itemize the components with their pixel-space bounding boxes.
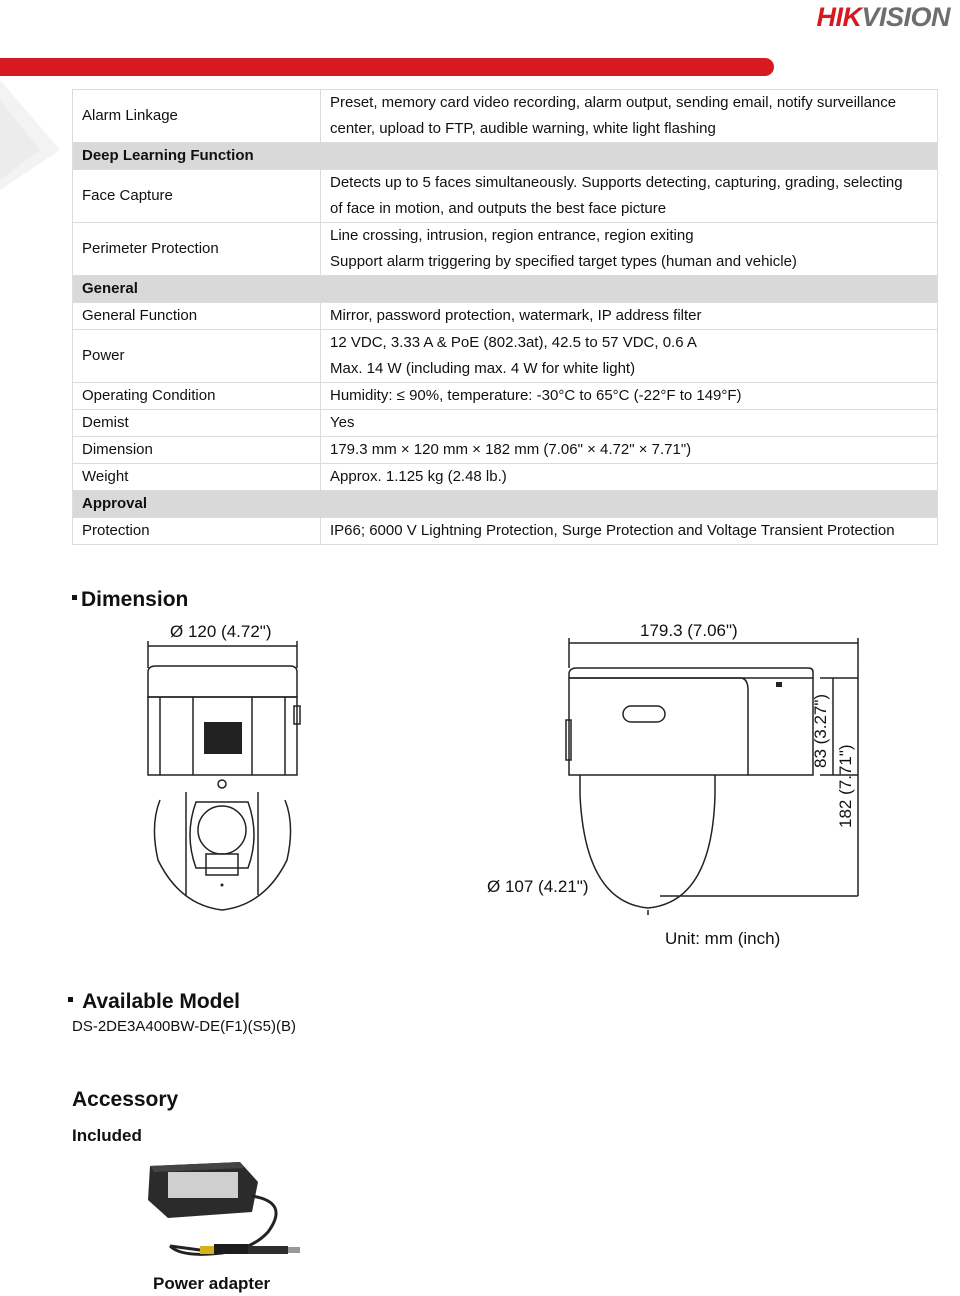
spec-value-line: Approx. 1.125 kg (2.48 lb.) — [330, 468, 507, 485]
spec-row — [73, 90, 938, 143]
spec-value-line: center, upload to FTP, audible warning, white light flashing — [330, 120, 716, 137]
spec-value — [321, 518, 938, 545]
spec-value-line: Support alarm triggering by specified target types (human and vehicle) — [330, 253, 797, 270]
side-view — [566, 638, 858, 915]
power-adapter-label: Power adapter — [153, 1274, 271, 1293]
speaker-grille-icon — [204, 722, 242, 754]
spec-value-line: IP66; 6000 V Lightning Protection, Surge Protection and Voltage Transient Protection — [330, 522, 895, 539]
spec-value — [321, 303, 938, 330]
spec-value-line: of face in motion, and outputs the best face picture — [330, 200, 667, 217]
spec-value-line: Yes — [330, 414, 355, 431]
section-header-row — [73, 491, 938, 518]
spec-key: Dimension — [73, 437, 321, 464]
spec-value-line: 12 VDC, 3.33 A & PoE (802.3at), 42.5 to 57 VDC, 0.6 A — [330, 334, 697, 351]
spec-value — [321, 170, 938, 223]
spec-row — [73, 437, 938, 464]
section-header-row — [73, 276, 938, 303]
brand-logo: HIKVISION — [816, 2, 950, 32]
spec-value — [321, 437, 938, 464]
spec-key: Demist — [73, 410, 321, 437]
spec-row — [73, 170, 938, 223]
spec-value — [321, 464, 938, 491]
spec-row — [73, 410, 938, 437]
spec-row — [73, 330, 938, 383]
spec-key: Face Capture — [73, 170, 321, 223]
accessory-heading: Accessory — [72, 1088, 179, 1111]
upper-height-label: 83 (3.27") — [811, 693, 830, 768]
spec-row — [73, 223, 938, 276]
spec-value-line: Detects up to 5 faces simultaneously. Supports detecting, capturing, grading, selecting — [330, 174, 903, 191]
header-red-bar — [0, 58, 774, 76]
side-width-label: 179.3 (7.06") — [640, 621, 738, 640]
bullet-icon — [68, 997, 73, 1002]
spec-key: Alarm Linkage — [73, 90, 321, 143]
spec-key: Weight — [73, 464, 321, 491]
spec-key: Protection — [73, 518, 321, 545]
spec-key: General Function — [73, 303, 321, 330]
dimension-drawing — [0, 610, 960, 950]
spec-value — [321, 90, 938, 143]
spec-value — [321, 223, 938, 276]
bullet-icon — [72, 595, 77, 600]
spec-value-line: Line crossing, intrusion, region entrance, region exiting — [330, 227, 694, 244]
spec-row — [73, 303, 938, 330]
spec-key: Power — [73, 330, 321, 383]
section-title: General — [73, 276, 938, 303]
spec-value-line: 179.3 mm × 120 mm × 182 mm (7.06" × 4.72" × 7.71") — [330, 441, 692, 458]
spec-value-line: Mirror, password protection, watermark, IP address filter — [330, 307, 702, 324]
spec-row — [73, 383, 938, 410]
spec-value-line: Humidity: ≤ 90%, temperature: -30°C to 65°C (-22°F to 149°F) — [330, 387, 742, 404]
spec-row — [73, 464, 938, 491]
spec-value — [321, 330, 938, 383]
included-subheading: Included — [72, 1126, 142, 1145]
dimension-heading: Dimension — [72, 588, 188, 612]
spec-value-line: Max. 14 W (including max. 4 W for white light) — [330, 360, 636, 377]
total-height-label: 182 (7.71") — [836, 744, 855, 828]
spec-value — [321, 383, 938, 410]
front-view — [148, 641, 300, 910]
section-header-row — [73, 143, 938, 170]
available-model-heading: Available Model — [68, 990, 240, 1014]
dome-diameter-label: Ø 107 (4.21") — [487, 877, 589, 896]
section-title: Deep Learning Function — [73, 143, 938, 170]
spec-table — [72, 89, 938, 545]
spec-value-line: Preset, memory card video recording, alarm output, sending email, notify surveillance — [330, 94, 897, 111]
spec-row — [73, 518, 938, 545]
section-title: Approval — [73, 491, 938, 518]
power-adapter-image — [140, 1162, 310, 1270]
front-width-label: Ø 120 (4.72") — [170, 622, 272, 641]
spec-key: Operating Condition — [73, 383, 321, 410]
model-number: DS-2DE3A400BW-DE(F1)(S5)(B) — [72, 1018, 296, 1035]
unit-label: Unit: mm (inch) — [665, 929, 781, 948]
spec-value — [321, 410, 938, 437]
spec-key: Perimeter Protection — [73, 223, 321, 276]
